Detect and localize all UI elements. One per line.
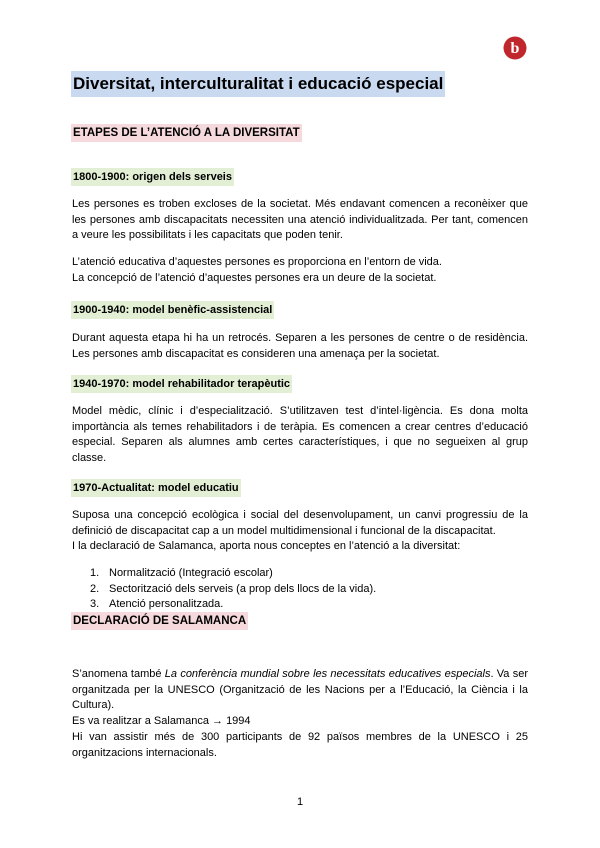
text-run: S’anomena també [72, 668, 165, 680]
section-heading-etapes: ETAPES DE L’ATENCIÓ A LA DIVERSITAT [71, 124, 302, 142]
list-number: 2. [90, 582, 100, 595]
page-title: Diversitat, interculturalitat i educació especial [71, 71, 445, 97]
paragraph: I la declaració de Salamanca, aporta nous conceptes en l’atenció a la diversitat: [72, 540, 461, 552]
list-number: 1. [90, 567, 100, 579]
paragraph [72, 255, 528, 286]
paragraph: Durant aquesta etapa hi ha un retrocés. Separen a les persones de centre o de residència. Les persones amb discapacitat es consideren una amenaça per la societat. [72, 332, 528, 360]
stage-heading-1940: 1940-1970: model rehabilitador terapèutic [71, 375, 292, 393]
paragraph-line: L’atenció educativa d’aquestes persones es proporciona en l’entorn de vida. [72, 256, 442, 268]
list-item [72, 582, 376, 598]
stage-heading-1970: 1970-Actualitat: model educatiu [71, 479, 241, 497]
list-item [72, 597, 376, 613]
list-number: 3. [90, 598, 100, 610]
paragraph-line: La concepció de l’atenció d’aquestes persones era un deure de la societat. [72, 271, 437, 284]
paragraph: Hi van assistir més de 300 participants de 92 països membres de la UNESCO i 25 organitzacions internacionals. [72, 731, 528, 759]
conference-title: La conferència mundial sobre les necessitats educatives especials [164, 668, 491, 680]
text-run: . Va ser organitzada per la UNESCO (Organització de les Nacions per a l’Educació, la Ciència i la Cultura). [72, 668, 528, 711]
section-heading-salamanca: DECLARACIÓ DE SALAMANCA [71, 612, 248, 630]
university-logo-icon [503, 36, 527, 60]
numbered-list [72, 566, 376, 613]
list-text: Sectorització dels serveis (a prop dels llocs de la vida). [109, 582, 377, 595]
stage-heading-1800: 1800-1900: origen dels serveis [71, 168, 234, 186]
list-text: Normalització (Integració escolar) [109, 567, 273, 579]
svg-text:b: b [510, 40, 520, 57]
paragraph [72, 667, 528, 714]
list-text: Atenció personalitzada. [109, 598, 224, 610]
paragraph: Les persones es troben excloses de la societat. Més endavant comencen a reconèixer que les persones amb discapacitats necessiten una atenció individualitzada. Per tant, comencen a veure les possibilitats i les capacitats que poden tenir. [72, 198, 528, 241]
list-item [72, 566, 376, 582]
stage-heading-1900: 1900-1940: model benèfic-assistencial [71, 301, 274, 319]
paragraph: Suposa una concepció ecològica i social del desenvolupament, un canvi progressiu de la definició de discapacitat cap a un model multidimensional i funcional de la discapacitat. [72, 509, 528, 537]
paragraph: Es va realitzar a Salamanca → 1994 [72, 715, 251, 727]
page-number: 1 [296, 796, 304, 808]
paragraph: Model mèdic, clínic i d’especialització. S’utilitzaven test d’intel·ligència. Es dona molta importància als temes rehabilitadors i de teràpia. Es comencen a crear centres d’educació especial. Separen als alumnes amb certes característiques, i que no segueixen al grup classe. [72, 405, 528, 464]
